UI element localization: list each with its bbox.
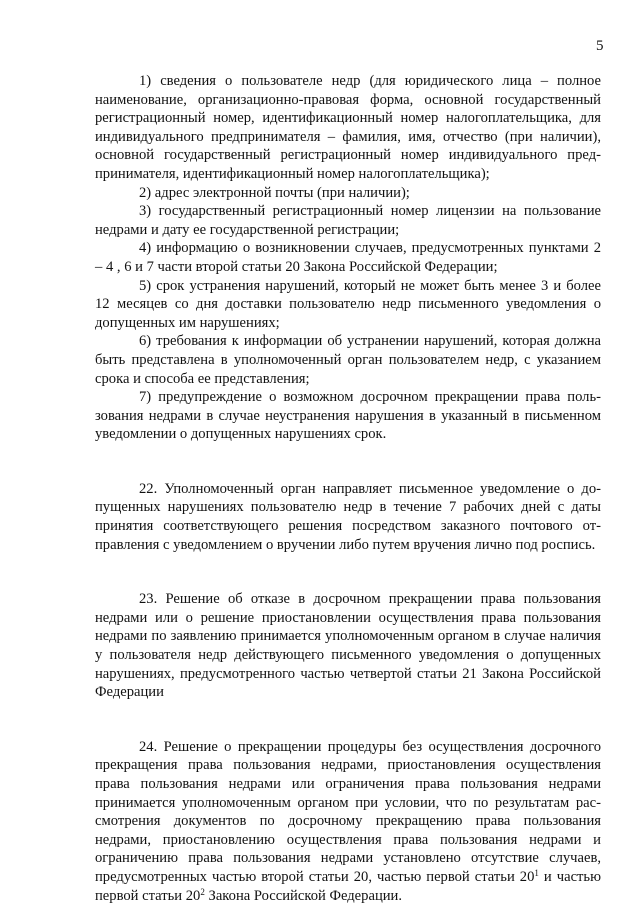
superscript-2: 2 (200, 886, 205, 897)
list-item-4: 4) информацию о возникновении случаев, предусмотренных пунктами 2 – 4 , 6 и 7 части второй статьи 20 Закона Российской Федерации; (95, 240, 601, 275)
paragraph-spacer (95, 702, 601, 738)
list-item-6: 6) требования к информации об устранении нарушений, которая должна быть представлена в уполномоченный орган пользователем недр, с указанием срока и способа ее представления; (95, 333, 601, 387)
list-item-2: 2) адрес электронной почты (при наличии); (139, 184, 410, 201)
document-body (95, 72, 601, 905)
paragraph-spacer (95, 444, 601, 480)
list-item-3: 3) государственный регистрационный номер лицензии на пользование недрами и дату ее государственной регистрации; (95, 203, 601, 238)
paragraph-24-mid: и частью первой статьи 20 (95, 868, 601, 904)
paragraph-24 (95, 738, 601, 905)
paragraph-22: 22. Уполномоченный орган направляет письменное уведомление о допущенных нарушениях пользователю недр в течение 7 рабочих дней с даты принятия соответствующего решения посредством заказного почтового отправления с уведомлением о вручении либо путем вручения лично под роспись. (95, 480, 601, 553)
page-number: 5 (596, 38, 604, 54)
list-item-7: 7) предупреждение о возможном досрочном прекращении права пользования недрами в случае неустранения нарушения в указанный в письменном уведомлении о допущенных нарушениях срок. (95, 389, 601, 443)
paragraph-23: 23. Решение об отказе в досрочном прекращении права пользования недрами или о решение приостановлении осуществления права пользования недрами по заявлению принимается уполномоченным органом в случае наличия у пользователя недр действующего письменного уведомления о допущенных нарушениях, предусмотренного частью четвертой статьи 21 Закона Российской Федерации (95, 591, 601, 701)
paragraph-spacer (95, 554, 601, 590)
paragraph-24-text: 24. Решение о прекращении процедуры без осуществления досрочного прекращения права пользования недрами, приостановления осуществления права пользования недрами или ограничения права пользования недрами принимается уполномоченным органом при условии, что по результатам рассмотрения документов по досрочному прекращению права пользования недрами, приостановлению осуществления права пользования недрами и ограничению права пользования недрами установлено отсутствие случаев, предусмотренных частью второй статьи 20, частью первой статьи 20 (95, 738, 601, 885)
list-item-5: 5) срок устранения нарушений, который не может быть менее 3 и более 12 месяцев со дня доставки пользователю недр письменного уведомления о допущенных им нарушениях; (95, 277, 601, 331)
paragraph-24-end: Закона Российской Федерации. (204, 887, 403, 904)
list-item-1: 1) сведения о пользователе недр (для юридического лица – полное наименование, организационно-правовая форма, основной государственный регистрационный номер, идентификационный номер налогоплательщика, для индивидуального предпринимателя – фамилия, имя, отчество (при наличии), основной государственный регистрационный номер индивидуального предпринимателя, идентификационный номер налогоплательщика); (95, 73, 601, 182)
superscript-1: 1 (534, 867, 539, 878)
